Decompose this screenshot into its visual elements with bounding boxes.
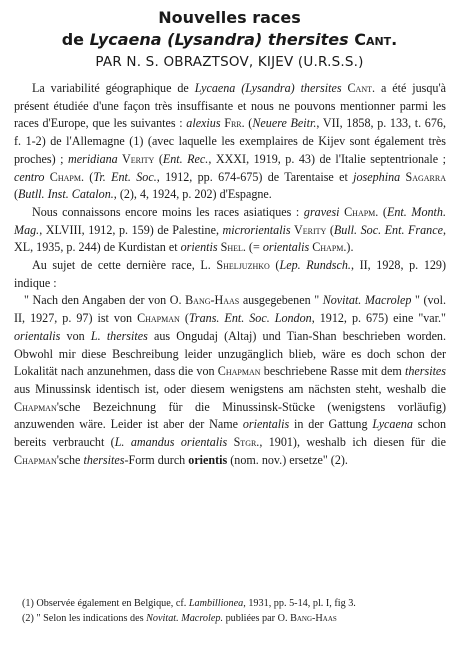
text-run: 'sche Bezeichnung für die Minussinsk-Stücke (wenigstens vorläufig) anzuwenden wäre. Leider ist aber der Name <box>14 399 446 432</box>
italic-run: L. thersites <box>90 328 148 343</box>
author-line: PAR N. S. OBRAZTSOV, KIJEV (U.R.S.S.) <box>95 54 364 70</box>
text-run: , 1901), weshalb ich diesen für die <box>259 435 446 450</box>
title-species: Lycaena (Lysandra) thersites <box>89 30 349 49</box>
text-run: , XLVIII, 1912, p. 159) de Palestine, <box>39 222 223 237</box>
italic-run: orientis <box>180 240 218 255</box>
smallcaps-run: Verity <box>117 151 155 166</box>
italic-run: Lambillionea <box>188 598 244 609</box>
bold-run: orientis <box>188 452 228 467</box>
text-run: aus Ongudaj (Altaj) und Tian-Shan beschrieben worden. Obwohl mir diese Beschreibung leider unzugänglich blieb, wäre es doch schon der Lokalität nach anzunehmen, dass die von <box>14 328 447 379</box>
text-run: 'sche <box>56 452 84 467</box>
text-run: schon bereits verbraucht ( <box>14 417 446 450</box>
text-run: publiées par O. <box>223 612 291 624</box>
text-run: (2) " Selon les indications des <box>22 612 147 624</box>
title-prefix: de <box>61 30 90 49</box>
italic-run: Lep. Rundsch. <box>279 258 351 273</box>
text-run: von <box>60 328 91 343</box>
text-run: , VII, 1858, p. 133, t. 676, f. 1-2) de l'Allemagne (1) (avec laquelle les exemplaires de Kijev sont également très proches) ; <box>14 116 446 166</box>
smallcaps-run: Shel. <box>217 240 246 255</box>
text-run: aus Minussinsk identisch ist, oder diesem wenigstens am nächsten steht, weshalb die <box>14 381 446 396</box>
text-run: beschriebene Rasse mit dem <box>260 364 406 379</box>
text-run: La variabilité géographique de <box>32 81 195 95</box>
paragraph <box>14 257 446 292</box>
title-line-2 <box>0 30 459 50</box>
smallcaps-run: Chapman <box>14 452 57 467</box>
italic-run: orientalis <box>242 417 290 432</box>
italic-run: L. amandus orientalis <box>114 435 228 450</box>
text-run: , 1912, p. 675) eine "var." <box>311 311 446 326</box>
smallcaps-run: Chapman <box>14 399 57 414</box>
italic-run: microrientalis <box>222 222 291 237</box>
text-run: , II, 1928, p. 129) indique : <box>14 258 446 290</box>
text-run: a été jusqu'à présent étudiée d'une façon très insuffisante et nous ne pouvons mentionner parmi les races d'Europe, que les suivantes : <box>14 81 447 131</box>
italic-run: orientalis <box>14 328 61 343</box>
italic-run: gravesi <box>303 204 340 219</box>
text-run: ( <box>83 169 94 184</box>
smallcaps-run: Verity <box>290 222 327 237</box>
smallcaps-run: Bang-Haas <box>290 612 337 624</box>
smallcaps-run: Frr. <box>220 116 245 131</box>
italic-run: Novitat. Macrolep. <box>146 612 224 624</box>
footnote-1 <box>14 597 446 612</box>
text-run: ( <box>326 222 334 237</box>
italic-run: Butll. Inst. Catalon. <box>18 187 114 202</box>
quote-paragraph <box>14 292 446 469</box>
text-run: (= <box>245 240 263 255</box>
text-run: in der Gattung <box>289 417 373 432</box>
text-run: (nom. nov.) ersetze" (2). <box>227 452 348 467</box>
text-run: Au sujet de cette dernière race, L. <box>32 258 217 273</box>
title-line-1: Nouvelles races <box>158 8 301 27</box>
text-run: " (vol. II, 1927, p. 97) ist von <box>14 293 446 326</box>
text-run: , XXXI, 1919, p. 43) de l'Italie septentrionale ; <box>208 151 446 166</box>
italic-run: Tr. Ent. Soc. <box>93 169 157 184</box>
text-run: Nous connaissons encore moins les races asiatiques : <box>32 204 304 219</box>
footnote-2 <box>14 612 446 627</box>
smallcaps-run: Cant. <box>341 81 376 95</box>
text-run: ( <box>14 187 19 202</box>
text-run: ( <box>269 258 280 273</box>
italic-run: Lycaena (Lysandra) thersites <box>194 81 342 95</box>
italic-run: Neuere Beitr. <box>252 116 317 131</box>
paragraph <box>14 80 446 204</box>
smallcaps-run: Sheljuzhko <box>216 258 270 273</box>
italic-run: josephina <box>353 169 401 184</box>
italic-run: Novitat. Macrolep <box>322 293 412 308</box>
text-run: ( <box>378 204 387 219</box>
text-run: , XL, 1935, p. 244) de Kurdistan et <box>14 222 446 255</box>
paragraph <box>14 204 446 257</box>
title-author-abbrev: Cant. <box>354 30 398 49</box>
italic-run: thersites <box>83 452 125 467</box>
smallcaps-run: Chapm. <box>44 169 84 184</box>
italic-run: Trans. Ent. Soc. London <box>188 311 312 326</box>
footnotes <box>14 597 446 626</box>
smallcaps-run: Chapm. <box>309 240 347 255</box>
italic-run: alexius <box>186 116 221 131</box>
italic-run: Ent. Month. Mag. <box>14 204 446 237</box>
text-run: " Nach den Angaben der von O. <box>24 293 186 308</box>
italic-run: orientalis <box>262 240 310 255</box>
italic-run: meridiana <box>68 151 118 166</box>
article-body <box>14 80 446 469</box>
text-run: -Form durch <box>124 452 189 467</box>
italic-run: Lycaena <box>372 417 413 432</box>
text-run: ). <box>346 240 354 255</box>
text-run: , 1912, pp. 674-675) de Tarentaise et <box>156 169 354 184</box>
text-run: (1) Observée également en Belgique, cf. <box>22 598 189 609</box>
text-run: , 1931, pp. 5-14, pl. I, fig 3. <box>243 598 356 609</box>
italic-run: centro <box>14 169 45 184</box>
text-run: ( <box>154 151 163 166</box>
smallcaps-run: Bang-Haas <box>185 293 240 308</box>
smallcaps-run: Chapman <box>217 364 261 379</box>
italic-run: thersites <box>405 364 446 379</box>
smallcaps-run: Stgr. <box>227 435 260 450</box>
smallcaps-run: Chapm. <box>339 204 379 219</box>
text-run: , (2), 4, 1924, p. 202) d'Espagne. <box>113 187 272 202</box>
text-run: ausgegebenen " <box>239 293 323 308</box>
text-run: ( <box>179 311 189 326</box>
italic-run: Bull. Soc. Ent. France <box>333 222 443 237</box>
smallcaps-run: Sagarra <box>400 169 447 184</box>
text-run: ( <box>244 116 253 131</box>
smallcaps-run: Chapman <box>137 311 180 326</box>
italic-run: Ent. Rec. <box>162 151 209 166</box>
